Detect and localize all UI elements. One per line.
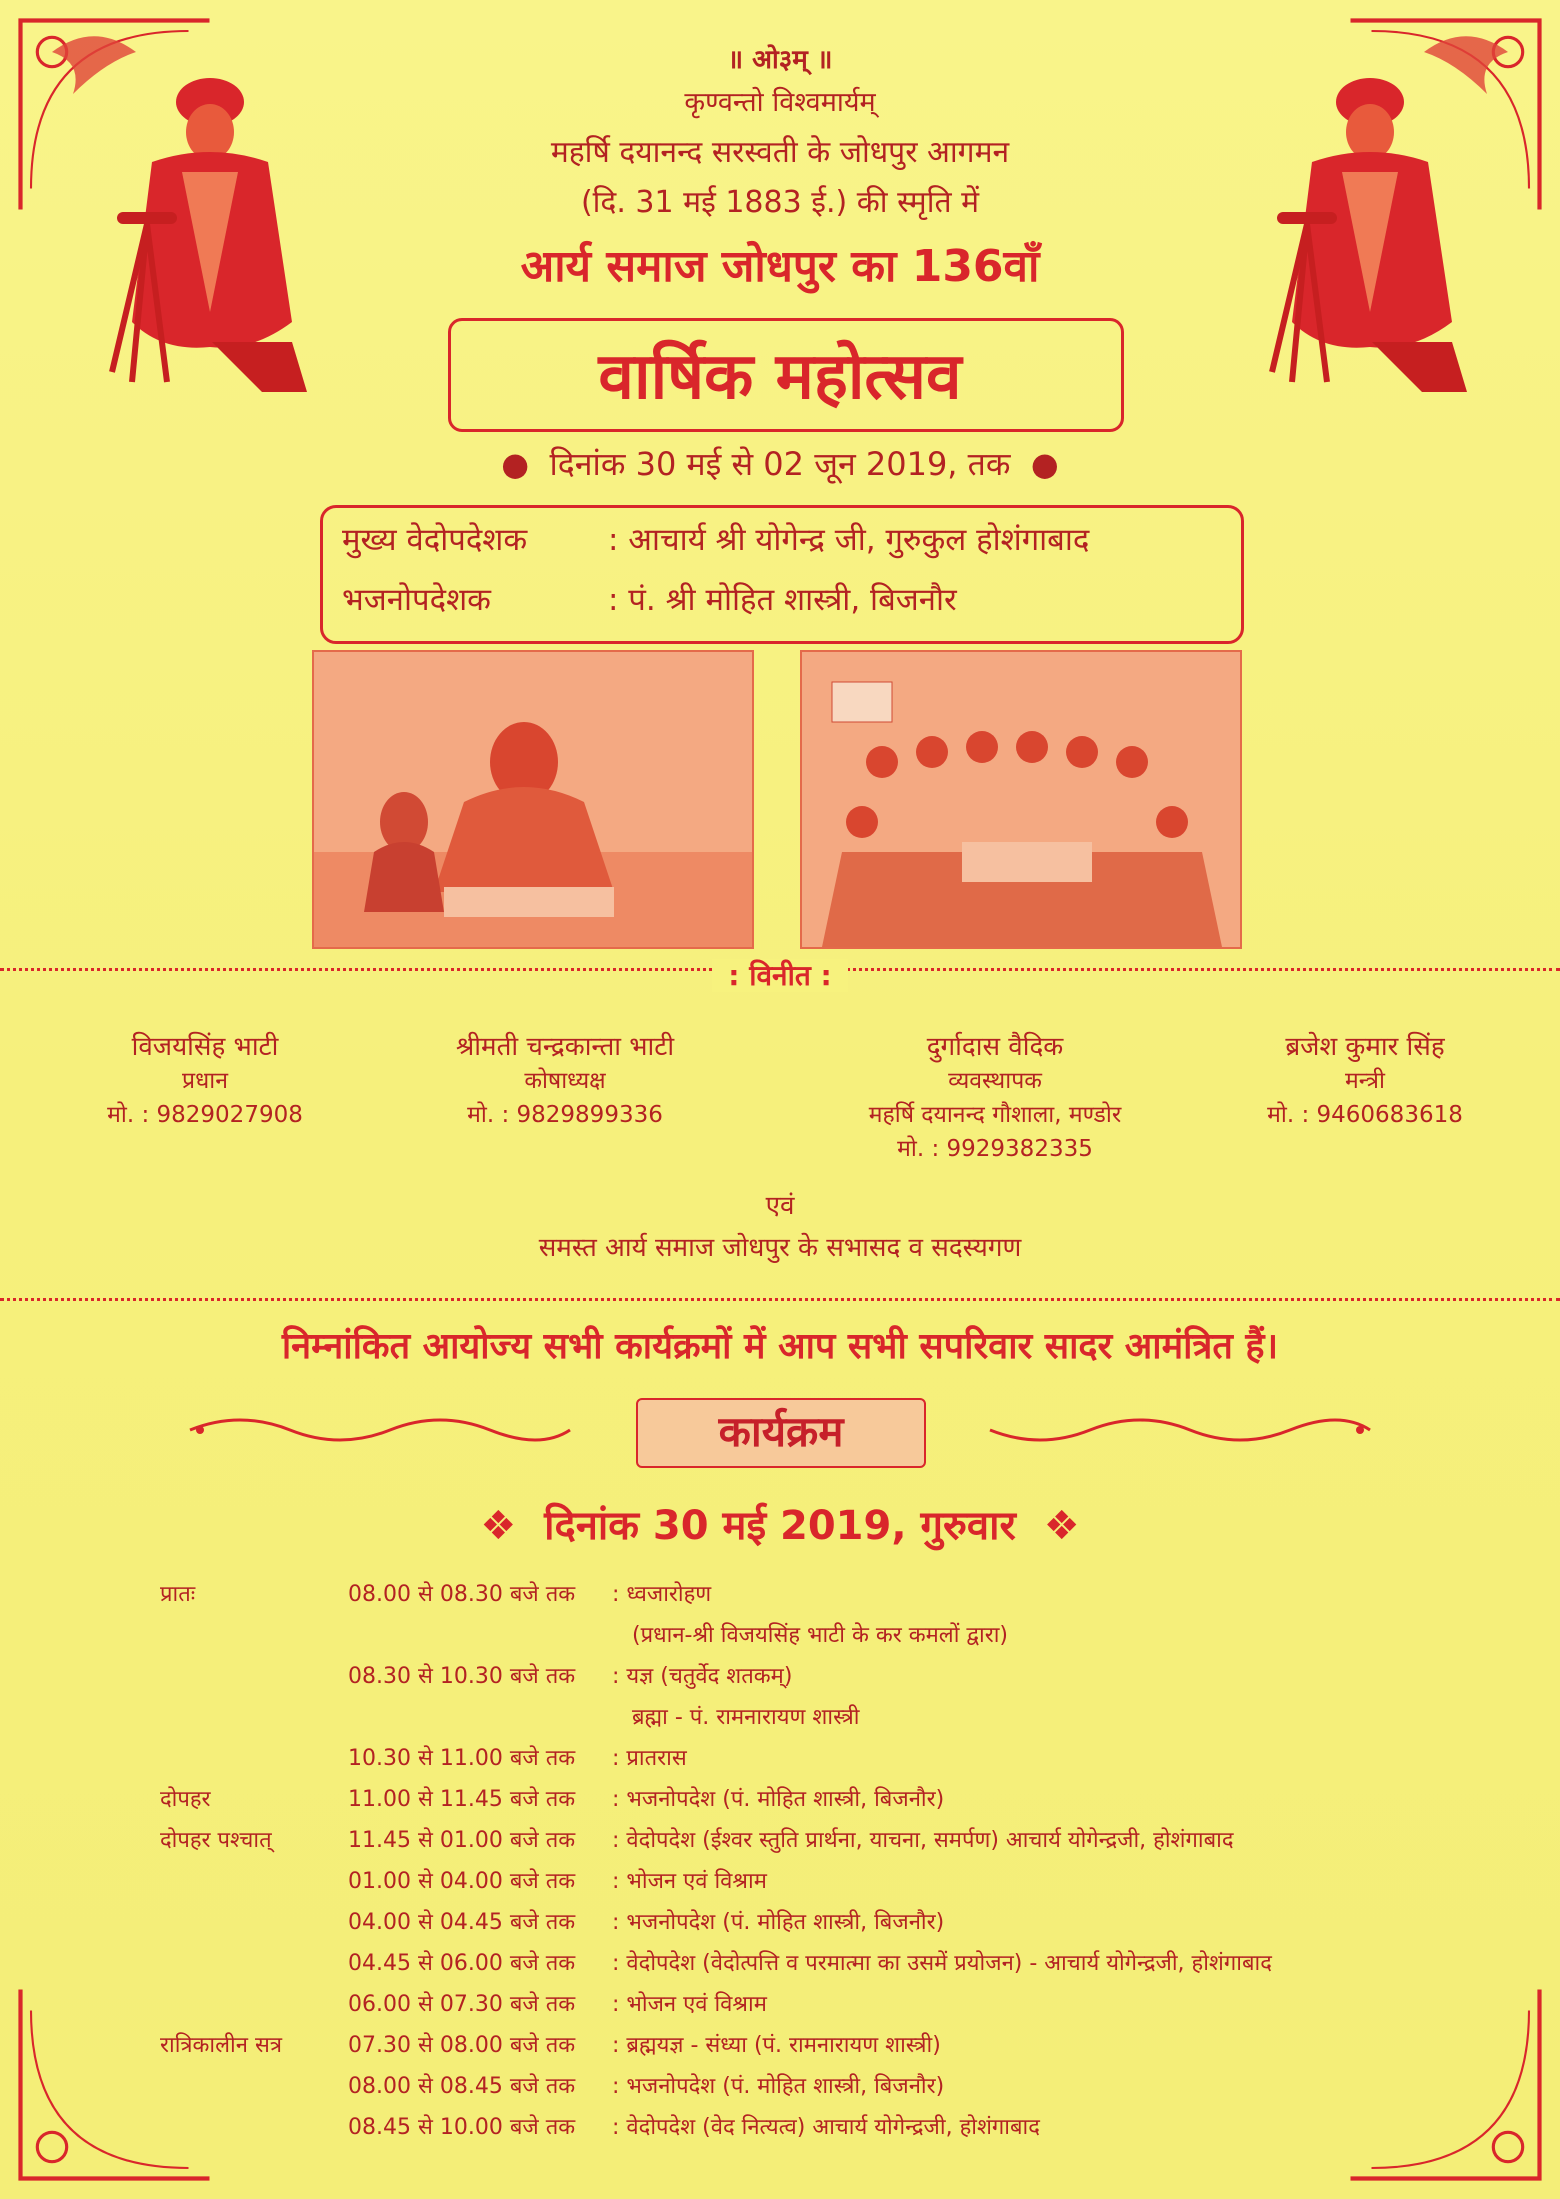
- bullet-icon: ●: [501, 445, 550, 483]
- header-line-2: (दि. 31 मई 1883 ई.) की स्मृति में: [580, 185, 980, 220]
- flourish-left: [180, 1410, 580, 1450]
- members-line: समस्त आर्य समाज जोधपुर के सभासद व सदस्यगण: [538, 1233, 1022, 1263]
- signatory-phone: मो. : 9460683618: [1267, 1102, 1463, 1128]
- diamond-icon: ❖: [480, 1503, 545, 1549]
- day-heading-line: [0, 1496, 1560, 1551]
- karyakram-heading: कार्यक्रम: [636, 1398, 926, 1468]
- signatory-name: श्रीमती चन्द्रकान्ता भाटी: [455, 1032, 675, 1062]
- festival-title: वार्षिक महोत्सव: [598, 340, 962, 414]
- vineet-label-wrap: [0, 956, 1560, 994]
- speaker-name-2: : पं. श्री मोहित शास्त्री, बिजनौर: [608, 582, 957, 618]
- flourish-right: [980, 1410, 1380, 1450]
- signatory-name: विजयसिंह भाटी: [131, 1032, 279, 1062]
- signatory-extra: महर्षि दयानन्द गौशाला, मण्डोर: [868, 1102, 1122, 1128]
- signatory-4: [1220, 1030, 1510, 1132]
- motto: कृण्वन्तो विश्वमार्यम्: [684, 87, 876, 118]
- photo-swami-seated: [312, 650, 754, 949]
- signatory-name: ब्रजेश कुमार सिंह: [1285, 1032, 1445, 1062]
- schedule-table: प्रातः 08.00 से 08.30 बजे तक : ध्वजारोहण (प्रधान-श्री विजयसिंह भाटी के कर कमलों द्वारा) 08.30 से 10.30 बजे तक : यज्ञ (चतुर्वेद शतकम्) ब्रह्मा - पं. रामनारायण शास्त्री 10.30 से 11.00 बजे तक : प्रातरास दोपहर 11.00 से 11.45 बजे तक : भजनोपदेश (पं. मोहित शास्त्री, बिजनौर) दोपहर पश्चात् 11.45 से 01.00 बजे तक : वेदोपदेश (ईश्वर स्तुति प्रार्थना, याचना, समर्पण) आचार्य योगेन्द्रजी, होशंगाबाद 01.00 से 04.00 बजे तक : भोजन एवं विश्राम 04.00 से 04.45 बजे तक : भजनोपदेश (पं. मोहित शास्त्री, बिजनौर) 04.45 से 06.00 बजे तक : वेदोपदेश (वेदोत्पत्ति व परमात्मा का उसमें प्रयोजन) - आचार्य योगेन्द्रजी, होशंगाबाद 06.00 से 07.30 बजे तक : भोजन एवं विश्राम रात्रिकालीन सत्र 07.30 से 08.00 बजे तक : ब्रह्मयज्ञ - संध्या (पं. रामनारायण शास्त्री) 08.00 से 08.45 बजे तक : भजनोपदेश (पं. मोहित शास्त्री, बिजनौर) 08.45 से 10.00 बजे तक : वेदोपदेश (वेद नित्यत्व) आचार्य योगेन्द्रजी, होशंगाबाद: [160, 1582, 1272, 2140]
- divider-dotted: [0, 1298, 1560, 1301]
- header-line-3: आर्य समाज जोधपुर का 136वाँ: [520, 241, 1040, 292]
- om-heading: ॥ ओ३म् ॥: [727, 45, 833, 75]
- signatory-title: व्यवस्थापक: [948, 1068, 1042, 1094]
- signatory-phone: मो. : 9829027908: [107, 1102, 303, 1128]
- vineet-label: : विनीत :: [712, 959, 847, 992]
- signatory-1: [60, 1030, 350, 1132]
- festival-dates-line: [0, 442, 1560, 485]
- signatory-3: [810, 1030, 1180, 1166]
- header-line-1: महर्षि दयानन्द सरस्वती के जोधपुर आगमन: [550, 135, 1010, 170]
- festival-dates: दिनांक 30 मई से 02 जून 2019, तक: [549, 445, 1011, 483]
- evam: एवं: [765, 1191, 795, 1221]
- signatory-phone: मो. : 9929382335: [897, 1136, 1093, 1162]
- speaker-role-2: भजनोपदेशक: [342, 582, 491, 618]
- signatory-name: दुर्गादास वैदिक: [926, 1032, 1064, 1062]
- signatory-title: मन्त्री: [1345, 1068, 1385, 1094]
- signatory-title: कोषाध्यक्ष: [524, 1068, 606, 1094]
- signatory-2: [400, 1030, 730, 1132]
- diamond-icon: ❖: [1015, 1503, 1080, 1549]
- photo-gathering: [800, 650, 1242, 949]
- bullet-icon: ●: [1010, 445, 1059, 483]
- signatory-phone: मो. : 9829899336: [467, 1102, 663, 1128]
- invitation-line: निम्नांकित आयोज्य सभी कार्यक्रमों में आप सभी सपरिवार सादर आमंत्रित हैं।: [281, 1326, 1279, 1367]
- signatory-title: प्रधान: [182, 1068, 228, 1094]
- day-heading: दिनांक 30 मई 2019, गुरुवार: [544, 1503, 1016, 1549]
- speaker-name-1: : आचार्य श्री योगेन्द्र जी, गुरुकुल होशंगाबाद: [608, 522, 1090, 558]
- speaker-role-1: मुख्य वेदोपदेशक: [342, 522, 528, 558]
